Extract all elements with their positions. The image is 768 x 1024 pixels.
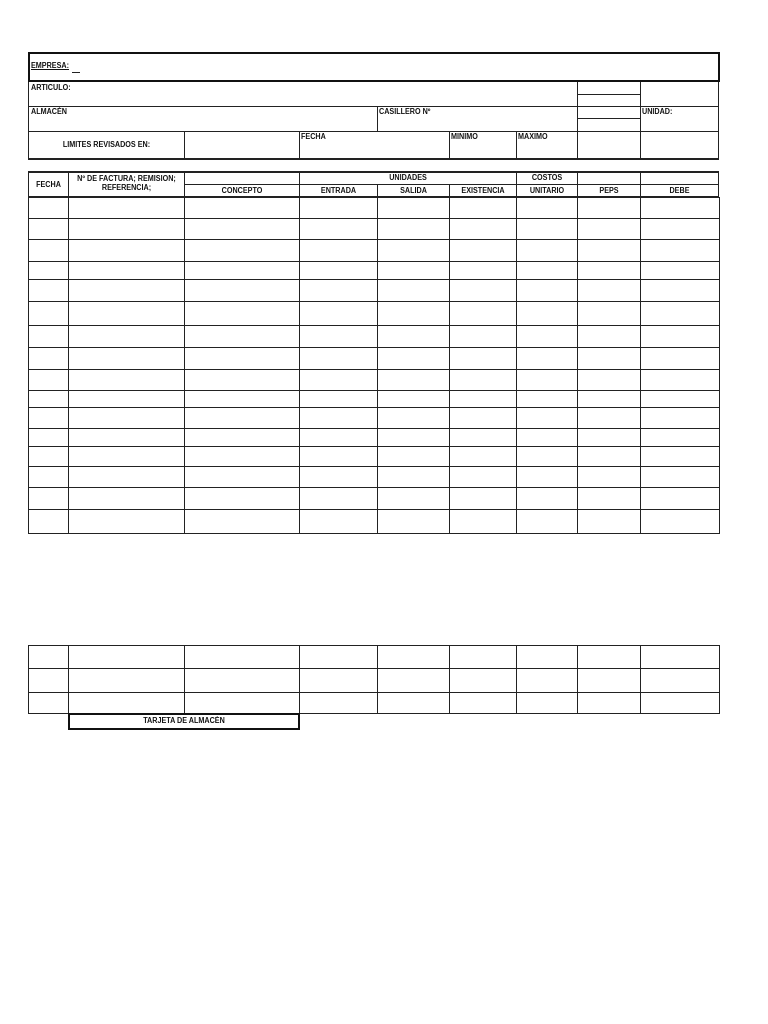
unidad-label: UNIDAD: xyxy=(642,107,673,116)
table-row[interactable] xyxy=(29,198,720,219)
table-row[interactable] xyxy=(29,408,720,429)
table-row[interactable] xyxy=(29,370,720,391)
almacen-label: ALMACÉN xyxy=(31,107,67,116)
table-row[interactable] xyxy=(29,280,720,302)
minimo-field[interactable] xyxy=(450,132,516,158)
table-row[interactable] xyxy=(29,488,720,510)
col-existencia-header: EXISTENCIA xyxy=(461,186,505,195)
summary-table xyxy=(28,645,720,714)
table-row[interactable] xyxy=(29,693,720,714)
col-factura-header-line1: Nº DE FACTURA; REMISION; xyxy=(77,174,176,183)
table-row[interactable] xyxy=(29,326,720,348)
col-debe-header: DEBE xyxy=(669,186,690,195)
empresa-field[interactable] xyxy=(28,52,720,82)
empresa-label: EMPRESA: xyxy=(31,61,70,70)
table-row[interactable] xyxy=(29,467,720,488)
almacen-field[interactable] xyxy=(29,107,377,131)
group-costos-header: COSTOS xyxy=(531,173,563,182)
table-row[interactable] xyxy=(29,646,720,669)
fecha-field[interactable] xyxy=(300,132,449,158)
col-peps-header: PEPS xyxy=(599,186,619,195)
table-row[interactable] xyxy=(29,219,720,240)
col-fecha-header: FECHA xyxy=(36,180,61,189)
limites-field[interactable] xyxy=(185,132,299,158)
table-row[interactable] xyxy=(29,669,720,693)
articulo-label: ARTICULO: xyxy=(31,83,71,92)
col-entrada-header: ENTRADA xyxy=(320,186,357,195)
casillero-field[interactable] xyxy=(378,107,577,131)
col-concepto-header: CONCEPTO xyxy=(221,186,263,195)
col-salida-header: SALIDA xyxy=(400,186,427,195)
table-row[interactable] xyxy=(29,429,720,447)
card-title: TARJETA DE ALMACÉN xyxy=(143,716,225,725)
table-row[interactable] xyxy=(29,391,720,408)
table-row[interactable] xyxy=(29,447,720,467)
maximo-field[interactable] xyxy=(517,132,577,158)
table-row[interactable] xyxy=(29,302,720,326)
group-unidades-header: UNIDADES xyxy=(389,173,427,182)
maximo-label: MAXIMO xyxy=(518,132,548,141)
col-unitario-header: UNITARIO xyxy=(529,186,565,195)
table-row[interactable] xyxy=(29,262,720,280)
table-row[interactable] xyxy=(29,510,720,534)
articulo-field[interactable] xyxy=(29,82,577,106)
limites-label: LIMITES REVISADOS EN: xyxy=(62,140,151,149)
fecha-label: FECHA xyxy=(301,132,326,141)
casillero-label: CASILLERO Nº xyxy=(379,107,431,116)
table-row[interactable] xyxy=(29,348,720,370)
movements-table xyxy=(28,197,720,534)
col-factura-header-line2: REFERENCIA; xyxy=(101,183,152,192)
minimo-label: MINIMO xyxy=(451,132,478,141)
table-row[interactable] xyxy=(29,240,720,262)
